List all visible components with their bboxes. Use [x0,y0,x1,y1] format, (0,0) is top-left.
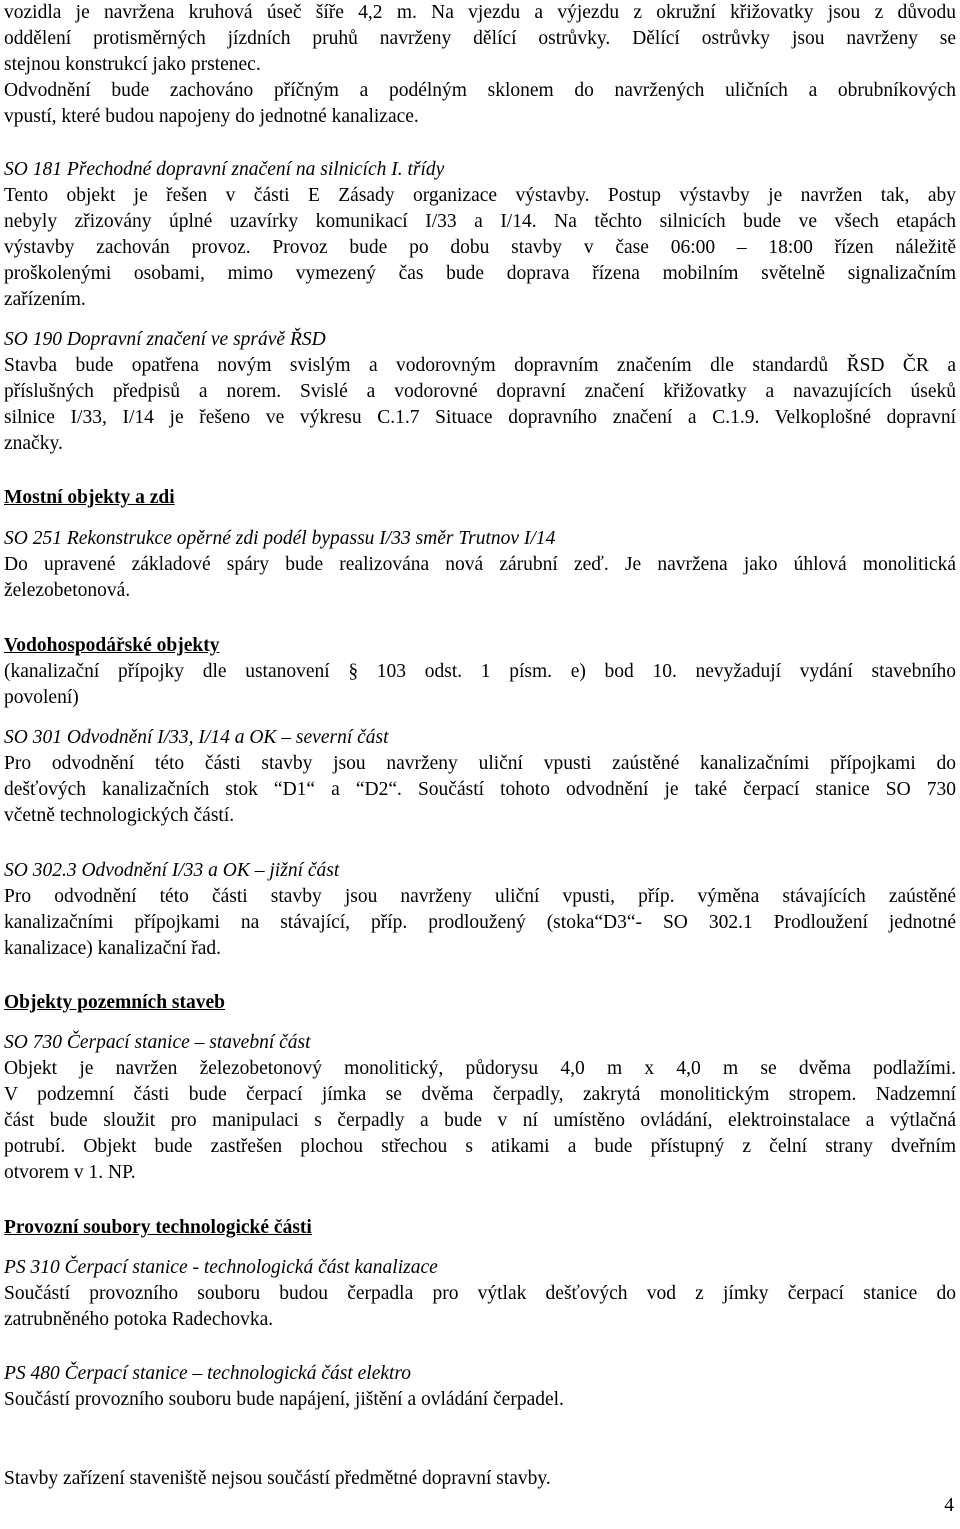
so301-title: SO 301 Odvodnění I/33, I/14 a OK – severní část [4,727,389,748]
so190-line-4: značky. [4,433,63,454]
so190-line-3: silnice I/33, I/14 je řešeno ve výkresu C.1.7 Situace dopravního značení a C.1.9. Velkoplošné dopravní [4,407,956,428]
so730-line-2: V podzemní části bude čerpací jímka se dvěma čerpadly, zakrytá monolitickým stropem. Nadzemní [4,1084,956,1105]
ps310-title: PS 310 Čerpací stanice - technologická část kanalizace [4,1257,438,1278]
ps480-title: PS 480 Čerpací stanice – technologická část elektro [4,1363,412,1384]
so301-line-2: dešťových kanalizačních stok “D1“ a “D2“. Součástí tohoto odvodnění je také čerpací stanice SO 730 [4,779,956,800]
so190-line-2: příslušných předpisů a norem. Svislé a vodorovné dopravní značení křižovatky a navazujících úseků [4,381,956,402]
heading-tech: Provozní soubory technologické části [4,1217,312,1238]
so181-line-2: nebyly zřizovány úplné uzavírky komunikací I/33 a I/14. Na těchto silnicích bude ve všech etapách [4,211,956,232]
so181-line-1: Tento objekt je řešen v části E Zásady organizace výstavby. Postup výstavby je navržen tak, aby [4,185,956,206]
so251-line-2: železobetonová. [4,580,131,601]
heading-buildings: Objekty pozemních staveb [4,992,225,1013]
so181-line-4: proškolenými osobami, mimo vymezený čas bude doprava řízena mobilním světelně signalizačním [4,263,956,284]
so730-line-1: Objekt je navržen železobetonový monolitický, půdorysu 4,0 m x 4,0 m se dvěma podlažími. [4,1058,956,1079]
so251-title: SO 251 Rekonstrukce opěrné zdi podél bypassu I/33 směr Trutnov I/14 [4,528,556,549]
intro-line-4: Odvodnění bude zachováno příčným a podélným sklonem do navržených uličních a obrubníkových [4,80,956,101]
closing-text: Stavby zařízení staveniště nejsou součástí předmětné dopravní stavby. [4,1468,551,1489]
ps480-line-1: Součástí provozního souboru bude napájení, jištění a ovládání čerpadel. [4,1389,564,1410]
so181-title: SO 181 Přechodné dopravní značení na silnicích I. třídy [4,159,445,180]
water-line-1: (kanalizační přípojky dle ustanovení § 103 odst. 1 písm. e) bod 10. nevyžadují vydání stavebního [4,661,956,682]
heading-bridges: Mostní objekty a zdi [4,487,175,508]
so181-line-5: zařízením. [4,289,86,310]
ps310-line-1: Součástí provozního souboru budou čerpadla pro výtlak dešťových vod z jímky čerpací stanice do [4,1283,956,1304]
water-line-2: povolení) [4,687,79,708]
so730-title: SO 730 Čerpací stanice – stavební část [4,1032,311,1053]
so3023-line-1: Pro odvodnění této části stavby jsou navrženy uliční vpusti, příp. výměna stávajících zaústěné [4,886,956,907]
heading-water: Vodohospodářské objekty [4,635,220,656]
so301-line-1: Pro odvodnění této části stavby jsou navrženy uliční vpusti zaústěné kanalizačními přípojkami do [4,753,956,774]
intro-line-5: vpustí, které budou napojeny do jednotné kanalizace. [4,106,419,127]
so190-line-1: Stavba bude opatřena novým svislým a vodorovným dopravním značením dle standardů ŘSD ČR a [4,355,956,376]
intro-line-2: oddělení protisměrných jízdních pruhů navrženy dělící ostrůvky. Dělící ostrůvky jsou navrženy se [4,28,956,49]
ps310-line-2: zatrubněného potoka Radechovka. [4,1309,274,1330]
so3023-title: SO 302.3 Odvodnění I/33 a OK – jižní část [4,860,340,881]
intro-line-3: stejnou konstrukcí jako prstenec. [4,54,261,75]
so730-line-3: část bude sloužit pro manipulaci s čerpadly a bude v ní umístěno ovládání, elektroinstalace a výtlačná [4,1110,956,1131]
so3023-line-3: kanalizace) kanalizační řad. [4,938,222,959]
so181-line-3: výstavby zachován provoz. Provoz bude po dobu stavby v čase 06:00 – 18:00 řízen náležitě [4,237,956,258]
so251-line-1: Do upravené základové spáry bude realizována nová zárubní zeď. Je navržena jako úhlová monolitická [4,554,956,575]
so3023-line-2: kanalizačními přípojkami na stávající, příp. prodloužený (stoka“D3“- SO 302.1 Prodloužení jednotné [4,912,956,933]
page-number: 4 [944,1495,954,1516]
so190-title: SO 190 Dopravní značení ve správě ŘSD [4,329,326,350]
intro-line-1: vozidla je navržena kruhová úseč šíře 4,2 m. Na vjezdu a výjezdu z okružní křižovatky jsou z důvodu [4,2,956,23]
so730-line-5: otvorem v 1. NP. [4,1162,136,1183]
so730-line-4: potrubí. Objekt bude zastřešen plochou střechou s atikami a bude přístupný z čelní strany dveřním [4,1136,956,1157]
so301-line-3: včetně technologických částí. [4,805,235,826]
